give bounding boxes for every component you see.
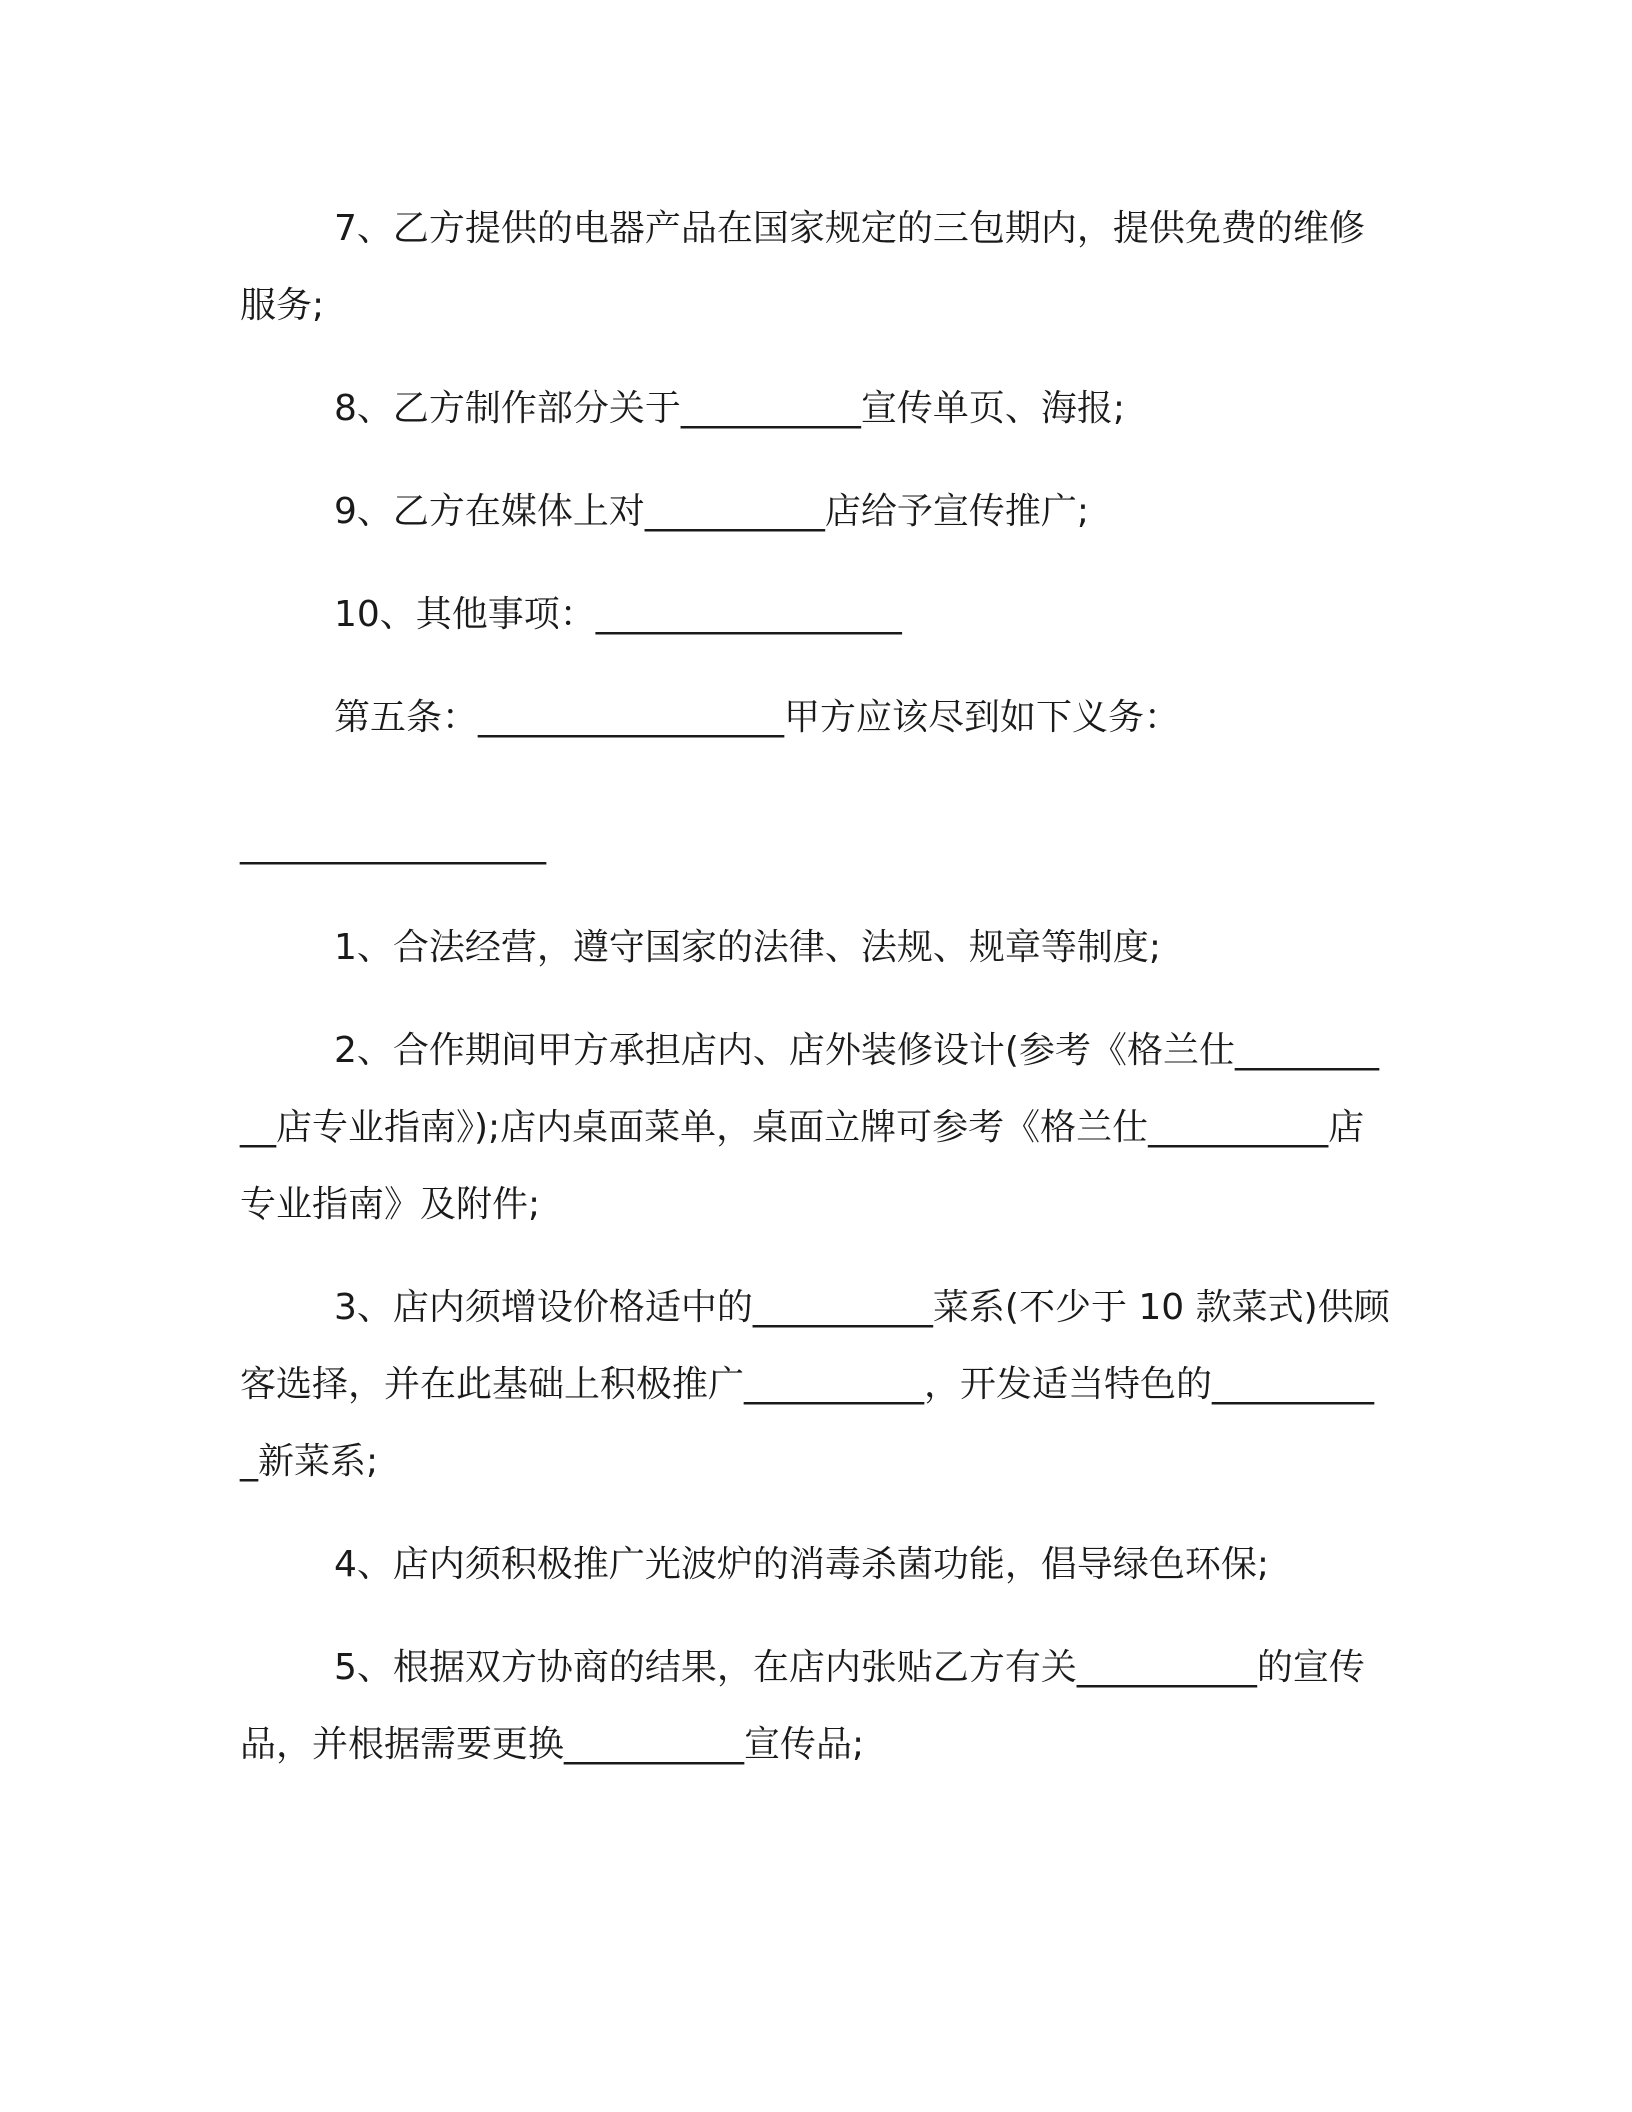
duty-3: 3、店内须增设价格适中的__________菜系(不少于 10 款菜式)供顾客选择，并在此基础上积极推广__________，开发适当特色的__________新菜系; <box>240 1287 1390 1482</box>
duty-4: 4、店内须积极推广光波炉的消毒杀菌功能，倡导绿色环保; <box>334 1544 1270 1585</box>
clause-7: 7、乙方提供的电器产品在国家规定的三包期内，提供免费的维修服务; <box>240 208 1365 326</box>
article-5-blank-line: _________________ <box>240 824 546 865</box>
duty-5: 5、根据双方协商的结果，在店内张贴乙方有关__________的宣传品，并根据需要更换__________宣传品; <box>240 1647 1365 1765</box>
article-5-heading: 第五条：_________________甲方应该尽到如下义务： <box>334 697 1181 738</box>
clause-9: 9、乙方在媒体上对__________店给予宣传推广; <box>334 491 1090 532</box>
clause-10: 10、其他事项：_________________ <box>334 594 902 635</box>
document-page <box>240 190 1390 1809</box>
clause-8: 8、乙方制作部分关于__________宣传单页、海报; <box>334 388 1126 429</box>
duty-2: 2、合作期间甲方承担店内、店外装修设计(参考《格兰仕__________店专业指南》);店内桌面菜单，桌面立牌可参考《格兰仕__________店专业指南》及附件; <box>240 1030 1379 1225</box>
duty-1: 1、合法经营，遵守国家的法律、法规、规章等制度; <box>334 927 1162 968</box>
